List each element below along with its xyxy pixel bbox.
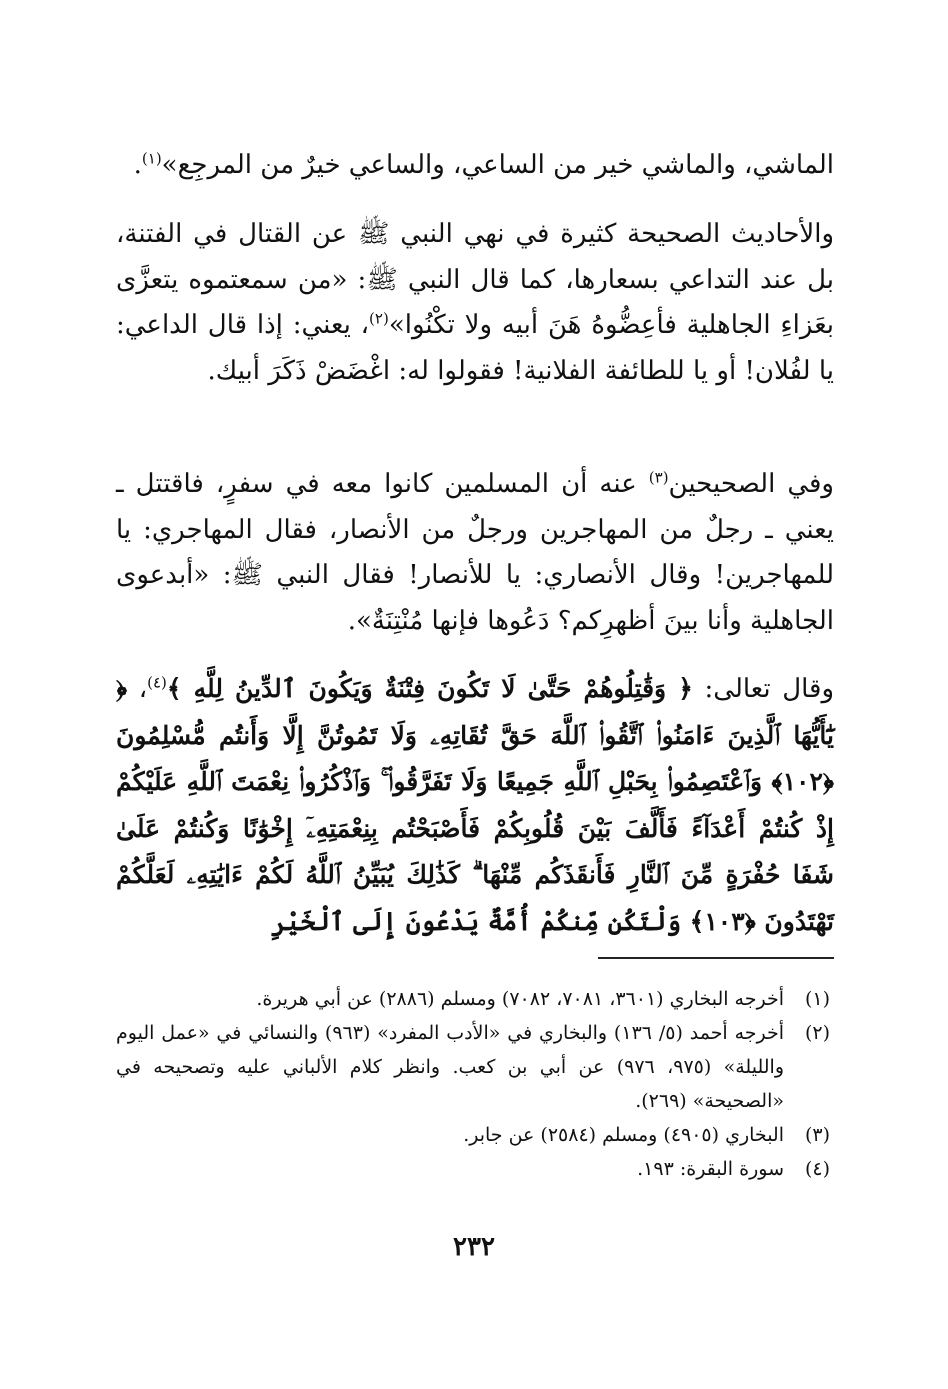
page-number: ٢٣٢ bbox=[453, 1232, 495, 1262]
footnote-2 bbox=[116, 1016, 830, 1118]
footnote-separator bbox=[598, 957, 834, 959]
footnote-ref-2: (٢) bbox=[369, 309, 389, 328]
paragraph-1-body: الماشي، والماشي خير من الساعي، والساعي خيرٌ من المرجِع» bbox=[161, 150, 834, 180]
paragraph-4 bbox=[116, 666, 834, 945]
footnote-1 bbox=[116, 982, 830, 1016]
paragraph-4-sep: ، bbox=[127, 674, 148, 704]
footnote-text: أخرجه أحمد (٥/ ١٣٦) والبخاري في «الأدب المفرد» (٩٦٣) والنسائي في «عمل اليوم والليلة» (٩٧٥، ٩٧٦) عن أبي بن كعب. وانظر كلام الألباني عليه وتصحيحه في «الصحيحة» (٢٦٩). bbox=[116, 1022, 785, 1112]
footnote-text: البخاري (٤٩٠٥) ومسلم (٢٥٨٤) عن جابر. bbox=[463, 1124, 784, 1146]
paragraph-3-text bbox=[116, 462, 834, 644]
footnote-4 bbox=[116, 1152, 830, 1186]
quran-verse-2: ﴿ يَٰٓأَيُّهَا ٱلَّذِينَ ءَامَنُوا۟ ٱتَّقُوا۟ ٱللَّهَ حَقَّ تُقَاتِهِۦ وَلَا تَمُوتُنَّ إِلَّا وَأَنتُم مُّسْلِمُونَ ﴿١٠٢﴾ وَٱعْتَصِمُوا۟ بِحَبْلِ ٱللَّهِ جَمِيعًا وَلَا تَفَرَّقُوا۟ ۚ وَٱذْكُرُوا۟ نِعْمَتَ ٱللَّهِ عَلَيْكُمْ إِذْ كُنتُمْ أَعْدَآءً فَأَلَّفَ بَيْنَ قُلُوبِكُمْ فَأَصْبَحْتُم بِنِعْمَتِهِۦٓ إِخْوَٰنًا وَكُنتُمْ عَلَىٰ شَفَا حُفْرَةٍ مِّنَ ٱلنَّارِ فَأَنقَذَكُم مِّنْهَا ۗ كَذَٰلِكَ يُبَيِّنُ ٱللَّهُ لَكُمْ ءَايَٰتِهِۦ لَعَلَّكُمْ تَهْتَدُونَ ﴿١٠٣﴾ وَلْتَكُن مِّنكُمْ أُمَّةٌ يَدْعُونَ إِلَى ٱلْخَيْرِ bbox=[116, 674, 834, 936]
paragraph-2-body-b: ، يعني: إذا قال الداعي: يا لفُلان! أو يا للطائفة الفلانية! فقولوا له: اغْضَضْ ذَكَرَ أبيك. bbox=[116, 310, 834, 386]
paragraph-2 bbox=[116, 212, 834, 394]
footnote-number: (٣) bbox=[804, 1124, 830, 1146]
footnote-text: أخرجه البخاري (٣٦٠١، ٧٠٨١، ٧٠٨٢) ومسلم (٢٨٨٦) عن أبي هريرة. bbox=[256, 988, 784, 1010]
footnote-3 bbox=[116, 1118, 830, 1152]
quran-verse-1: ﴿ وَقَٰتِلُوهُمْ حَتَّىٰ لَا تَكُونَ فِتْنَةٌ وَيَكُونَ ٱلدِّينُ لِلَّهِ ﴾ bbox=[166, 674, 693, 703]
paragraph-3 bbox=[116, 462, 834, 644]
paragraph-1-tail: . bbox=[133, 150, 142, 180]
footnote-number: (٤) bbox=[804, 1158, 830, 1180]
footnote-number: (٢) bbox=[804, 1022, 830, 1044]
paragraph-2-body-a: والأحاديث الصحيحة كثيرة في نهي النبي ﷺ عن القتال في الفتنة، بل عند التداعي بسعارها، كما قال النبي ﷺ: «من سمعتموه يتعزَّى بعَزاءِ الجاهلية فأعِضُّوهُ هَنَ أبيه ولا تكْنُوا» bbox=[116, 219, 835, 340]
footnotes bbox=[116, 982, 830, 1186]
paragraph-4-text bbox=[116, 666, 834, 945]
paragraph-1-text bbox=[116, 143, 834, 189]
paragraph-4-intro: وقال تعالى: bbox=[692, 674, 835, 704]
footnote-number: (١) bbox=[804, 988, 830, 1010]
paragraph-3-body-b: عنه أن المسلمين كانوا معه في سفرٍ، فاقتتل ـ يعني ـ رجلٌ من المهاجرين ورجلٌ من الأنصار، فقال المهاجري: يا للمهاجرين! وقال الأنصاري: يا للأنصار! فقال النبي ﷺ: «أبدعوى الجاهلية وأنا بينَ أظهرِكم؟ دَعُوها فإنها مُنْتِنَةٌ». bbox=[116, 469, 834, 636]
footnote-ref-1: (١) bbox=[141, 149, 162, 168]
footnote-text: سورة البقرة: ١٩٣. bbox=[637, 1158, 784, 1180]
footnote-ref-4: (٤) bbox=[147, 673, 167, 692]
paragraph-1 bbox=[116, 143, 834, 189]
footnote-ref-3: (٣) bbox=[648, 468, 669, 487]
paragraph-2-text bbox=[116, 212, 834, 394]
paragraph-3-body-a: وفي الصحيحين bbox=[668, 469, 834, 499]
